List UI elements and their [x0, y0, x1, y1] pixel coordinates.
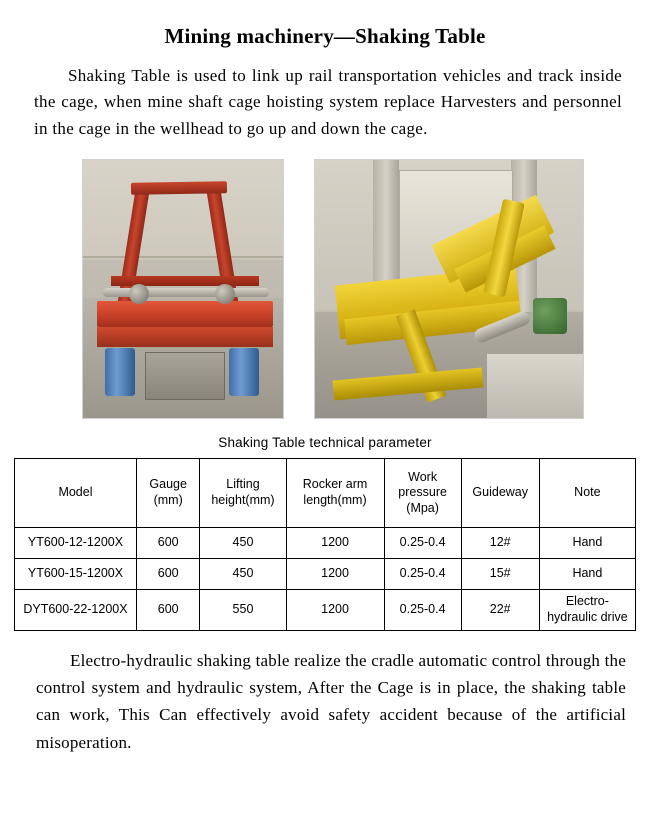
column-header-pressure-line3: (Mpa): [406, 500, 439, 515]
photo-shaking-table-frame: [82, 159, 284, 419]
cell-note: Hand: [539, 559, 635, 590]
column-header-gauge-line2: (mm): [153, 493, 183, 508]
column-header-lifting-height: [200, 459, 286, 528]
table-row: [15, 590, 636, 631]
column-header-rocker-arm-length: [286, 459, 384, 528]
cell-guideway: 12#: [461, 528, 539, 559]
technical-parameter-table: [14, 458, 636, 631]
cell-note: Hand: [539, 528, 635, 559]
table-row: [15, 528, 636, 559]
frame-shaft: [103, 288, 269, 297]
frame-arm-top: [131, 181, 227, 195]
column-header-work-pressure: [384, 459, 461, 528]
frame-drum-right: [229, 348, 259, 396]
outro-paragraph: Electro-hydraulic shaking table realize the cradle automatic control through the control system and hydraulic system, After the Cage is in place, the shaking table can work, This Can effectively avoid safety accident because of the artificial misoperation.: [36, 651, 626, 752]
cell-rocker-arm-length: 1200: [286, 590, 384, 631]
cell-model: YT600-12-1200X: [15, 528, 137, 559]
table-header-row: [15, 459, 636, 528]
photo-wall-line: [83, 256, 283, 258]
column-header-guideway: Guideway: [461, 459, 539, 528]
cell-model: YT600-15-1200X: [15, 559, 137, 590]
frame-beam-lower: [97, 327, 273, 347]
frame-drum-left: [105, 348, 135, 396]
cell-lifting-height: 450: [200, 559, 286, 590]
column-header-pressure-line2: pressure: [398, 485, 447, 500]
cell-work-pressure: 0.25-0.4: [384, 559, 461, 590]
cell-lifting-height: 550: [200, 590, 286, 631]
table-row: [15, 559, 636, 590]
concrete-slab: [487, 354, 583, 418]
cell-gauge: 600: [136, 590, 200, 631]
cell-rocker-arm-length: 1200: [286, 559, 384, 590]
column-header-rocker-line1: Rocker arm: [302, 477, 368, 492]
cell-note: Electro-hydraulic drive: [539, 590, 635, 631]
column-header-model: Model: [15, 459, 137, 528]
frame-hub-left: [129, 284, 149, 304]
figure-row: [14, 159, 636, 419]
photo-electro-hydraulic-machine: [314, 159, 584, 419]
cell-work-pressure: 0.25-0.4: [384, 590, 461, 631]
cell-rocker-arm-length: 1200: [286, 528, 384, 559]
column-header-rocker-line2: length(mm): [303, 493, 367, 508]
document-page: [0, 24, 650, 832]
cell-gauge: 600: [136, 528, 200, 559]
cell-work-pressure: 0.25-0.4: [384, 528, 461, 559]
column-header-note: Note: [539, 459, 635, 528]
column-header-lifting-line1: Lifting: [226, 477, 260, 492]
cell-guideway: 15#: [461, 559, 539, 590]
table-body: [15, 528, 636, 631]
column-header-gauge-line1: Gauge: [149, 477, 187, 492]
frame-beam-upper: [97, 301, 273, 327]
cell-guideway: 22#: [461, 590, 539, 631]
table-header: [15, 459, 636, 528]
green-drum: [533, 298, 567, 334]
page-title: Mining machinery—Shaking Table: [164, 24, 486, 48]
cell-model: DYT600-22-1200X: [15, 590, 137, 631]
column-header-pressure-line1: Work: [408, 469, 438, 484]
frame-hub-right: [215, 284, 235, 304]
cell-gauge: 600: [136, 559, 200, 590]
frame-concrete-block: [145, 352, 225, 400]
intro-paragraph: Shaking Table is used to link up rail transportation vehicles and track inside the cage, when mine shaft cage hoisting system replace Harvesters and personnel in the cage in the wellhead to go up and down the cage.: [34, 66, 622, 138]
table-caption: Shaking Table technical parameter: [218, 435, 432, 451]
cell-lifting-height: 450: [200, 528, 286, 559]
column-header-gauge: [136, 459, 200, 528]
column-header-lifting-line2: height(mm): [211, 493, 275, 508]
